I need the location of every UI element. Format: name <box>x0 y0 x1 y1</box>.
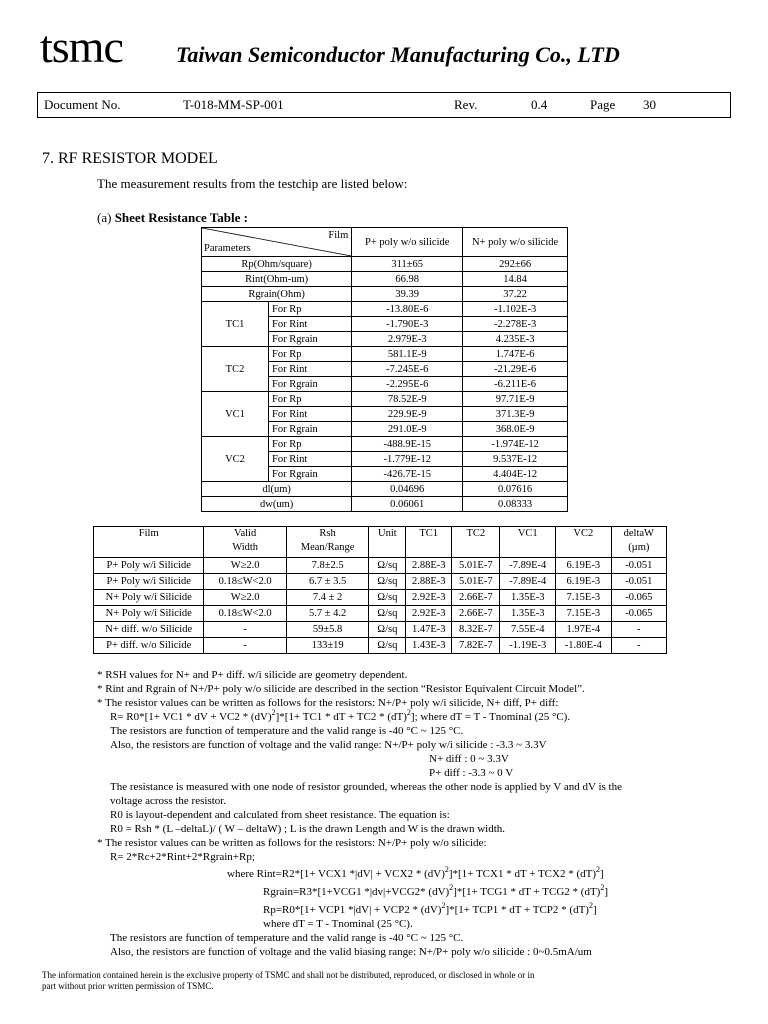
header-line-2: Mean/Range <box>300 542 355 553</box>
value-n-poly: 4.235E-3 <box>463 332 568 347</box>
rev-value: 0.4 <box>531 97 548 112</box>
table-cell: 2.66E-7 <box>452 606 500 622</box>
footer-line-1: The information contained herein is the exclusive property of TSMC and shall not be distributed, reproduced, or disclosed in whole or in <box>42 970 535 980</box>
sub-param: For Rgrain <box>269 332 352 347</box>
value-n-poly: 14.84 <box>463 272 568 287</box>
table-row <box>202 287 568 302</box>
footer-disclaimer <box>42 970 534 992</box>
footer-line-2: part without prior written permission of TSMC. <box>42 981 214 991</box>
bias-range: Also, the resistors are function of voltage and the valid biasing range: N+/P+ poly w/o silicide : 0~0.5mA/um <box>110 946 592 958</box>
table-row <box>94 558 667 574</box>
table-cell: 6.19E-3 <box>556 558 612 574</box>
value-p-poly: 229.9E-9 <box>352 407 463 422</box>
section-title: 7. RF RESISTOR MODEL <box>42 150 218 167</box>
document-info-bar <box>37 92 731 118</box>
table-cell: 133±19 <box>286 638 369 654</box>
column-header <box>500 527 556 558</box>
tsmc-logo: tsmc <box>40 21 123 72</box>
table-cell: 1.43E-3 <box>406 638 452 654</box>
note-resistor-equation: * The resistor values can be written as follows for the resistors: N+/P+ poly w/i silicide, N+ diff, P+ diff: <box>97 697 559 709</box>
table-cell: 1.97E-4 <box>556 622 612 638</box>
table-cell: 1.35E-3 <box>500 606 556 622</box>
rev-label: Rev. <box>454 97 478 112</box>
param-name: dw(um) <box>202 497 352 512</box>
doc-label: Document No. <box>44 97 121 112</box>
table-cell: 59±5.8 <box>286 622 369 638</box>
table-cell: 7.15E-3 <box>556 606 612 622</box>
value-n-poly: 4.404E-12 <box>463 467 568 482</box>
equation-r: R= R0*[1+ VC1 * dV + VC2 * (dV)$^2$]*[1+ TC1 * dT + TC2 * (dT)$^2$]; where dT = T - Tnominal (25 °C). <box>110 708 571 723</box>
column-header <box>94 527 204 558</box>
table-cell: Ω/sq <box>369 622 406 638</box>
table-row <box>94 638 667 654</box>
table-row <box>202 392 568 407</box>
value-n-poly: -21.29E-6 <box>463 362 568 377</box>
value-p-poly: -2.295E-6 <box>352 377 463 392</box>
note-rint-rgrain: * Rint and Rgrain of N+/P+ poly w/o silicide are described in the section “Resistor Equivalent Circuit Model”. <box>97 683 585 695</box>
parameters-label: Parameters <box>204 243 251 254</box>
note-poly-wo-silicide: * The resistor values can be written as follows for the resistors: N+/P+ poly w/o silicide: <box>97 837 487 849</box>
subsection-heading <box>97 210 248 226</box>
param-name: dl(um) <box>202 482 352 497</box>
table-row <box>202 257 568 272</box>
value-p-poly: -7.245E-6 <box>352 362 463 377</box>
intro-text: The measurement results from the testchip are listed below: <box>97 176 408 191</box>
temp-range-1: The resistors are function of temperature and the valid range is -40 °C ~ 125 °C. <box>110 725 464 737</box>
r0-equation: R0 = Rsh * (L –deltaL)/ ( W – deltaW) ; L is the drawn Length and W is the drawn width. <box>110 823 505 835</box>
group-name: VC1 <box>202 392 269 437</box>
value-p-poly: -426.7E-15 <box>352 467 463 482</box>
table-cell: - <box>611 638 666 654</box>
header-line-1: VC1 <box>517 528 538 539</box>
table-cell: 6.7 ± 3.5 <box>286 574 369 590</box>
company-name: Taiwan Semiconductor Manufacturing Co., LTD <box>176 42 620 67</box>
equation-rint: where Rint=R2*[1+ VCX1 *|dV| + VCX2 * (dV)$^2$]*[1+ TCX1 * dT + TCX2 * (dT)$^2$] <box>227 865 604 880</box>
value-n-poly: 371.3E-9 <box>463 407 568 422</box>
table-cell: 2.88E-3 <box>406 574 452 590</box>
table-cell: 7.82E-7 <box>452 638 500 654</box>
header-line-2: (µm) <box>628 542 650 553</box>
table-cell: 1.35E-3 <box>500 590 556 606</box>
header-line-1: Film <box>138 528 159 539</box>
sub-param: For Rgrain <box>269 467 352 482</box>
table-cell: -0.051 <box>611 574 666 590</box>
sub-param: For Rp <box>269 347 352 362</box>
table-cell: 1.47E-3 <box>406 622 452 638</box>
column-header <box>204 527 286 558</box>
sub-param: For Rp <box>269 437 352 452</box>
value-n-poly: 9.537E-12 <box>463 452 568 467</box>
table-cell: Ω/sq <box>369 574 406 590</box>
table-cell: 7.55E-4 <box>500 622 556 638</box>
table-cell: 2.92E-3 <box>406 590 452 606</box>
value-n-poly: -1.974E-12 <box>463 437 568 452</box>
column-header <box>406 527 452 558</box>
sub-param: For Rp <box>269 302 352 317</box>
value-p-poly: -13.80E-6 <box>352 302 463 317</box>
table-cell: 2.88E-3 <box>406 558 452 574</box>
temp-range-2: The resistors are function of temperature and the valid range is -40 °C ~ 125 °C. <box>110 932 464 944</box>
column-header <box>556 527 612 558</box>
sub-param: For Rint <box>269 452 352 467</box>
table2-header-row <box>94 527 667 558</box>
table1-col-p-poly: P+ poly w/o silicide <box>352 228 463 257</box>
equation-rp: Rp=R0*[1+ VCP1 *|dV| + VCP2 * (dV)$^2$]*[1+ TCP1 * dT + TCP2 * (dT)$^2$] <box>263 901 597 916</box>
voltage-range-ndiff: N+ diff : 0 ~ 3.3V <box>429 753 509 765</box>
table-cell: N+ Poly w/i Silicide <box>94 606 204 622</box>
table-cell: 7.15E-3 <box>556 590 612 606</box>
table-cell: W≥2.0 <box>204 590 286 606</box>
table-cell: - <box>611 622 666 638</box>
header-line-1: Valid <box>234 528 257 539</box>
table-row <box>202 482 568 497</box>
value-n-poly: -2.278E-3 <box>463 317 568 332</box>
value-p-poly: -1.779E-12 <box>352 452 463 467</box>
table-row <box>202 497 568 512</box>
value-n-poly: 97.71E-9 <box>463 392 568 407</box>
value-n-poly: 368.0E-9 <box>463 422 568 437</box>
table1-corner-cell <box>202 228 352 257</box>
table-cell: Ω/sq <box>369 638 406 654</box>
header-line-1: Unit <box>377 528 397 539</box>
group-name: TC1 <box>202 302 269 347</box>
column-header <box>286 527 369 558</box>
page-label: Page <box>590 97 616 112</box>
table-cell: 5.7 ± 4.2 <box>286 606 369 622</box>
sheet-resistance-table <box>201 227 568 512</box>
measurement-note-1: The resistance is measured with one node of resistor grounded, whereas the other node is applied by V and dV is the <box>110 781 622 793</box>
table-cell: Ω/sq <box>369 606 406 622</box>
column-header <box>611 527 666 558</box>
value-n-poly: 292±66 <box>463 257 568 272</box>
value-p-poly: 0.06061 <box>352 497 463 512</box>
table-cell: - <box>204 622 286 638</box>
group-name: VC2 <box>202 437 269 482</box>
voltage-range-1: Also, the resistors are function of voltage and the valid range: N+/P+ poly w/i silicide : -3.3 ~ 3.3V <box>110 739 547 751</box>
value-p-poly: -1.790E-3 <box>352 317 463 332</box>
table-cell: -0.065 <box>611 590 666 606</box>
value-p-poly: 66.98 <box>352 272 463 287</box>
table-cell: P+ diff. w/o Silicide <box>94 638 204 654</box>
table-cell: 7.4 ± 2 <box>286 590 369 606</box>
header-line-1: TC1 <box>419 528 439 539</box>
column-header <box>369 527 406 558</box>
value-p-poly: 0.04696 <box>352 482 463 497</box>
table-row <box>202 302 568 317</box>
value-n-poly: 1.747E-6 <box>463 347 568 362</box>
header-line-1: VC2 <box>573 528 594 539</box>
table-cell: 8.32E-7 <box>452 622 500 638</box>
table1-col-n-poly: N+ poly w/o silicide <box>463 228 568 257</box>
table-cell: -0.051 <box>611 558 666 574</box>
notes-block <box>97 668 737 959</box>
equation-r-sum: R= 2*Rc+2*Rint+2*Rgrain+Rp; <box>110 851 255 863</box>
table-cell: P+ Poly w/i Silicide <box>94 574 204 590</box>
doc-number: T-018-MM-SP-001 <box>183 97 284 112</box>
table-row <box>94 622 667 638</box>
value-p-poly: 78.52E-9 <box>352 392 463 407</box>
table-cell: Ω/sq <box>369 590 406 606</box>
measurement-note-2: voltage across the resistor. <box>110 795 227 807</box>
page-number: 30 <box>643 97 656 112</box>
value-n-poly: -6.211E-6 <box>463 377 568 392</box>
value-p-poly: 311±65 <box>352 257 463 272</box>
table-row <box>202 437 568 452</box>
table-cell: 2.66E-7 <box>452 590 500 606</box>
table-cell: 5.01E-7 <box>452 558 500 574</box>
sub-param: For Rint <box>269 362 352 377</box>
film-label: Film <box>328 230 349 241</box>
note-rsh: * RSH values for N+ and P+ diff. w/i silicide are geometry dependent. <box>97 669 408 681</box>
header-line-1: Rsh <box>319 528 336 539</box>
header-line-1: TC2 <box>466 528 486 539</box>
table-cell: - <box>204 638 286 654</box>
value-n-poly: 0.08333 <box>463 497 568 512</box>
sub-param: For Rint <box>269 317 352 332</box>
sub-param: For Rgrain <box>269 377 352 392</box>
table-row <box>202 272 568 287</box>
voltage-range-pdiff: P+ diff : -3.3 ~ 0 V <box>429 767 514 779</box>
value-p-poly: 581.1E-9 <box>352 347 463 362</box>
value-p-poly: -488.9E-15 <box>352 437 463 452</box>
sub-param: For Rgrain <box>269 422 352 437</box>
value-n-poly: -1.102E-3 <box>463 302 568 317</box>
sub-param: For Rint <box>269 407 352 422</box>
table-cell: -7.89E-4 <box>500 558 556 574</box>
param-name: Rp(Ohm/square) <box>202 257 352 272</box>
table-cell: 6.19E-3 <box>556 574 612 590</box>
table-cell: N+ Poly w/i Silicide <box>94 590 204 606</box>
table-cell: P+ Poly w/i Silicide <box>94 558 204 574</box>
r0-note: R0 is layout-dependent and calculated from sheet resistance. The equation is: <box>110 809 450 821</box>
subsection-title: Sheet Resistance Table : <box>114 210 248 225</box>
table-row <box>94 574 667 590</box>
table-cell: N+ diff. w/o Silicide <box>94 622 204 638</box>
sub-param: For Rp <box>269 392 352 407</box>
group-name: TC2 <box>202 347 269 392</box>
header-line-1: deltaW <box>623 528 654 539</box>
value-p-poly: 291.0E-9 <box>352 422 463 437</box>
silicide-resistor-table <box>93 526 667 654</box>
table-cell: Ω/sq <box>369 558 406 574</box>
table-cell: -7.89E-4 <box>500 574 556 590</box>
table-row <box>94 606 667 622</box>
param-name: Rgrain(Ohm) <box>202 287 352 302</box>
where-dt: where dT = T - Tnominal (25 °C). <box>263 918 413 930</box>
table-cell: 0.18≤W<2.0 <box>204 606 286 622</box>
value-n-poly: 37.22 <box>463 287 568 302</box>
table-row <box>94 590 667 606</box>
param-name: Rint(Ohm-um) <box>202 272 352 287</box>
value-n-poly: 0.07616 <box>463 482 568 497</box>
table-cell: W≥2.0 <box>204 558 286 574</box>
column-header <box>452 527 500 558</box>
table-cell: 5.01E-7 <box>452 574 500 590</box>
table1-header-row <box>202 228 568 257</box>
table-cell: -1.80E-4 <box>556 638 612 654</box>
header-line-2: Width <box>232 542 259 553</box>
value-p-poly: 39.39 <box>352 287 463 302</box>
table-cell: 2.92E-3 <box>406 606 452 622</box>
table-cell: -1.19E-3 <box>500 638 556 654</box>
table-row <box>202 347 568 362</box>
equation-rgrain: Rgrain=R3*[1+VCG1 *|dv|+VCG2* (dV)$^2$]*[1+ TCG1 * dT + TCG2 * (dT)$^2$] <box>263 883 609 898</box>
table-cell: -0.065 <box>611 606 666 622</box>
table-cell: 0.18≤W<2.0 <box>204 574 286 590</box>
subsection-marker: (a) <box>97 210 112 225</box>
value-p-poly: 2.979E-3 <box>352 332 463 347</box>
table-cell: 7.8±2.5 <box>286 558 369 574</box>
